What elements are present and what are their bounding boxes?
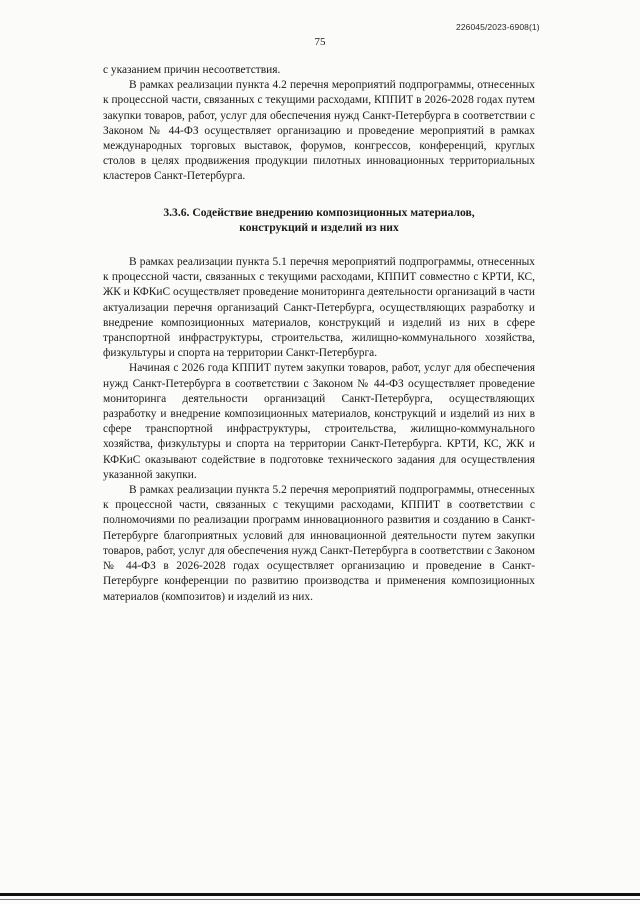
paragraph-item-4-2: В рамках реализации пункта 4.2 перечня мероприятий подпрограммы, отнесенных к процессной части, связанных с текущими расходами, КППИТ в 2026-2028 годах путем закупки товаров, работ, услуг для обеспечения нужд Санкт-Петербурга в соответствии с Законом № 44-ФЗ осуществляет организацию и проведение мероприятий в рамках международных торговых выставок, форумов, конгрессов, конференций, круглых столов в целях продвижения продукции пилотных инновационных территориальных кластеров Санкт-Петербурга. — [103, 79, 535, 183]
page-number: 75 — [314, 36, 326, 48]
paragraph-item-5-1: В рамках реализации пункта 5.1 перечня мероприятий подпрограммы, отнесенных к процессной части, связанных с текущими расходами, КППИТ совместно с КРТИ, КС, ЖК и КФКиС осуществляет проведение мониторинга деятельности организаций в части актуализации перечня организаций Санкт-Петербурга, осуществляющих разработку и внедрение композиционных материалов, конструкций и изделий из них в сфере транспортной инфраструктуры, строительства, жилищно-коммунального хозяйства, физкультуры и спорта на территории Санкт-Петербурга. — [103, 256, 535, 360]
paragraph-from-2026: Начиная с 2026 года КППИТ путем закупки товаров, работ, услуг для обеспечения нужд Санкт-Петербурга в соответствии с Законом № 44-ФЗ осуществляет проведение мониторинга деятельности организаций Санкт-Петербурга, осуществляющих разработку и внедрение композиционных материалов, конструкций и изделий из них в сфере транспортной инфраструктуры, строительства, жилищно-коммунального хозяйства, физкультуры и спорта на территории Санкт-Петербурга. КРТИ, КС, ЖК и КФКиС оказывают содействие в подготовке технического задания для осуществления указанной закупки. — [103, 362, 535, 481]
document-body — [103, 63, 535, 605]
section-heading-line-2: конструкций и изделий из них — [239, 220, 399, 234]
bottom-scan-border-thin — [0, 899, 640, 900]
section-heading — [103, 205, 535, 235]
bottom-scan-border — [0, 893, 640, 896]
paragraph-item-5-2: В рамках реализации пункта 5.2 перечня мероприятий подпрограммы, отнесенных к процессной части, связанных с текущими расходами, КППИТ в соответствии с полномочиями по реализации программ инновационного развития и созданию в Санкт-Петербурге благоприятных условий для инновационной деятельности путем закупки товаров, работ, услуг для обеспечения нужд Санкт-Петербурга в соответствии с Законом № 44-ФЗ в 2026-2028 годах осуществляет организацию и проведение в Санкт-Петербурге конференции по развитию производства и применения композиционных материалов (композитов) и изделий из них. — [103, 484, 535, 603]
document-registration-number: 226045/2023-6908(1) — [456, 22, 540, 32]
section-heading-line-1: 3.3.6. Содействие внедрению композиционных материалов, — [163, 205, 475, 219]
paragraph-continuation: с указанием причин несоответствия. — [103, 64, 281, 76]
